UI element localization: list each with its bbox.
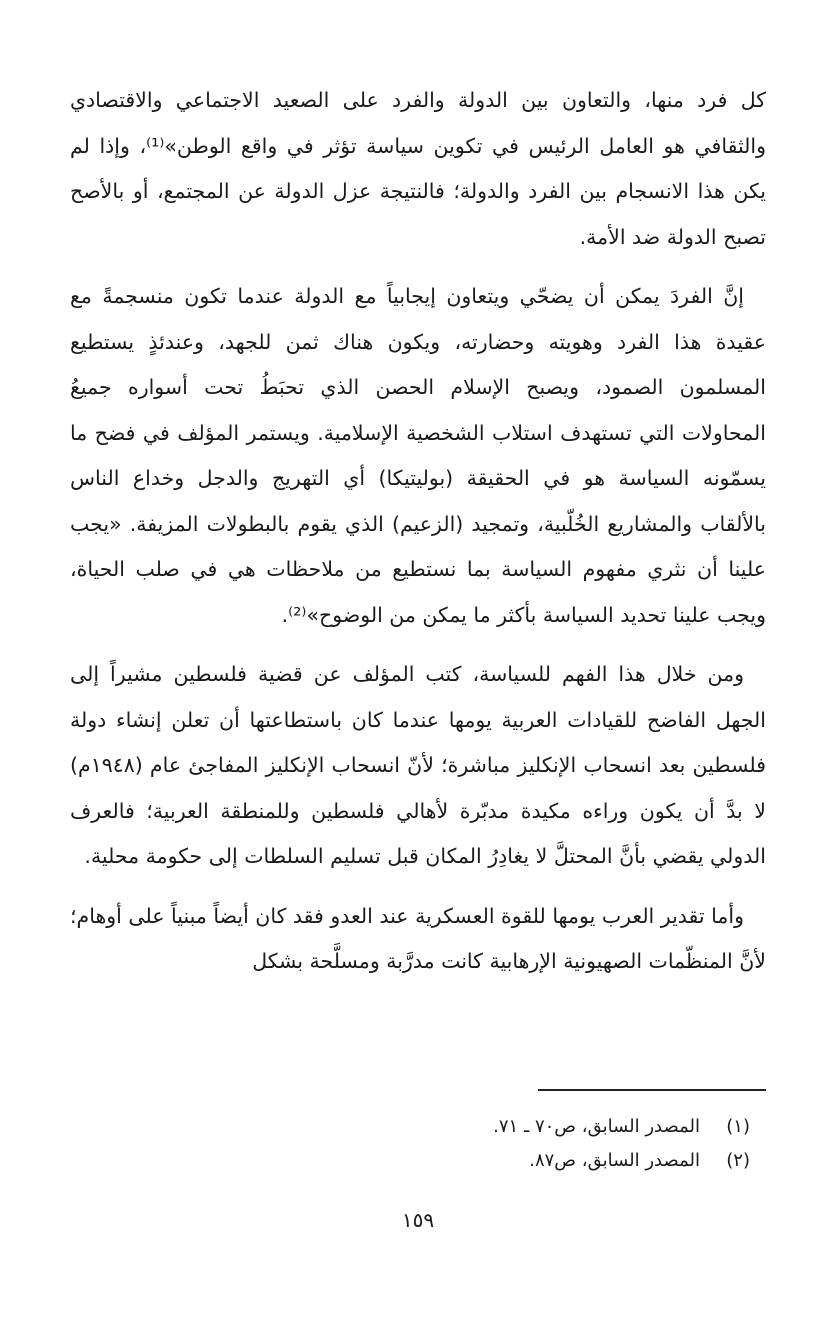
footnote-item: [90, 1144, 750, 1178]
footnotes: [90, 1110, 750, 1178]
paragraph-palestine: ومن خلال هذا الفهم للسياسة، كتب المؤلف عن قضية فلسطين مشيراً إلى الجهل الفاضح للقيادات العربية يومها عندما كان باستطاعتها أن تعلن إنشاء دولة فلسطين بعد انسحاب الإنكليز مباشرة؛ لأنّ انسحاب الإنكليز المفاجئ عام (١٩٤٨م) لا بدَّ أن يكون وراءه مكيدة مدبّرة لأهالي فلسطين وللمنطقة العربية؛ فالعرف الدولي يقضي بأنَّ المحتلَّ لا يغادِرُ المكان قبل تسليم السلطات إلى حكومة محلية.: [70, 662, 766, 868]
body-text: [70, 78, 766, 985]
footnote-item: [90, 1110, 750, 1144]
paragraph-continuation: كل فرد منها، والتعاون بين الدولة والفرد على الصعيد الاجتماعي والاقتصادي والثقافي هو العامل الرئيس في تكوين سياسة تؤثر في واقع الوطن»⁽¹⁾، وإذا لم يكن هذا الانسجام بين الفرد والدولة؛ فالنتيجة عزل الدولة عن المجتمع، أو بالأصح تصبح الدولة ضد الأمة.: [70, 88, 766, 249]
paragraph-military-estimate: وأما تقدير العرب يومها للقوة العسكرية عند العدو فقد كان أيضاً مبنياً على أوهام؛ لأنَّ المنظّمات الصهيونية الإرهابية كانت مدرَّبة ومسلَّحة بشكل: [70, 903, 766, 973]
footnote-number: (١): [726, 1116, 750, 1137]
footnote-text: المصدر السابق، ص٨٧.: [529, 1150, 700, 1171]
book-page: [70, 78, 766, 1328]
footnote-number: (٢): [726, 1150, 750, 1171]
footnote-divider: [538, 1089, 766, 1091]
page-number: ١٥٩: [401, 1208, 435, 1232]
paragraph-individual-sacrifice: إنَّ الفردَ يمكن أن يضحّي ويتعاون إيجابياً مع الدولة عندما تكون منسجمةً مع عقيدة هذا الفرد وهويته وحضارته، ويكون هناك ثمن للجهد، وعندئذٍ يستطيع المسلمون الصمود، ويصبح الإسلام الحصن الذي تحبَطُ تحت أسواره جميعُ المحاولات التي تستهدف استلاب الشخصية الإسلامية. ويستمر المؤلف في فضح ما يسمّونه السياسة هو في الحقيقة (بوليتيكا) أي التهريج والدجل وخداع الناس بالألقاب والمشاريع الخُلّبية، وتمجيد (الزعيم) الذي يقوم بالبطولات المزيفة. «يجب علينا أن نثري مفهوم السياسة بما نستطيع من ملاحظات هي في صلب الحياة، ويجب علينا تحديد السياسة بأكثر ما يمكن من الوضوح»⁽²⁾.: [70, 284, 766, 627]
footnote-text: المصدر السابق، ص٧٠ ـ ٧١.: [493, 1116, 700, 1137]
